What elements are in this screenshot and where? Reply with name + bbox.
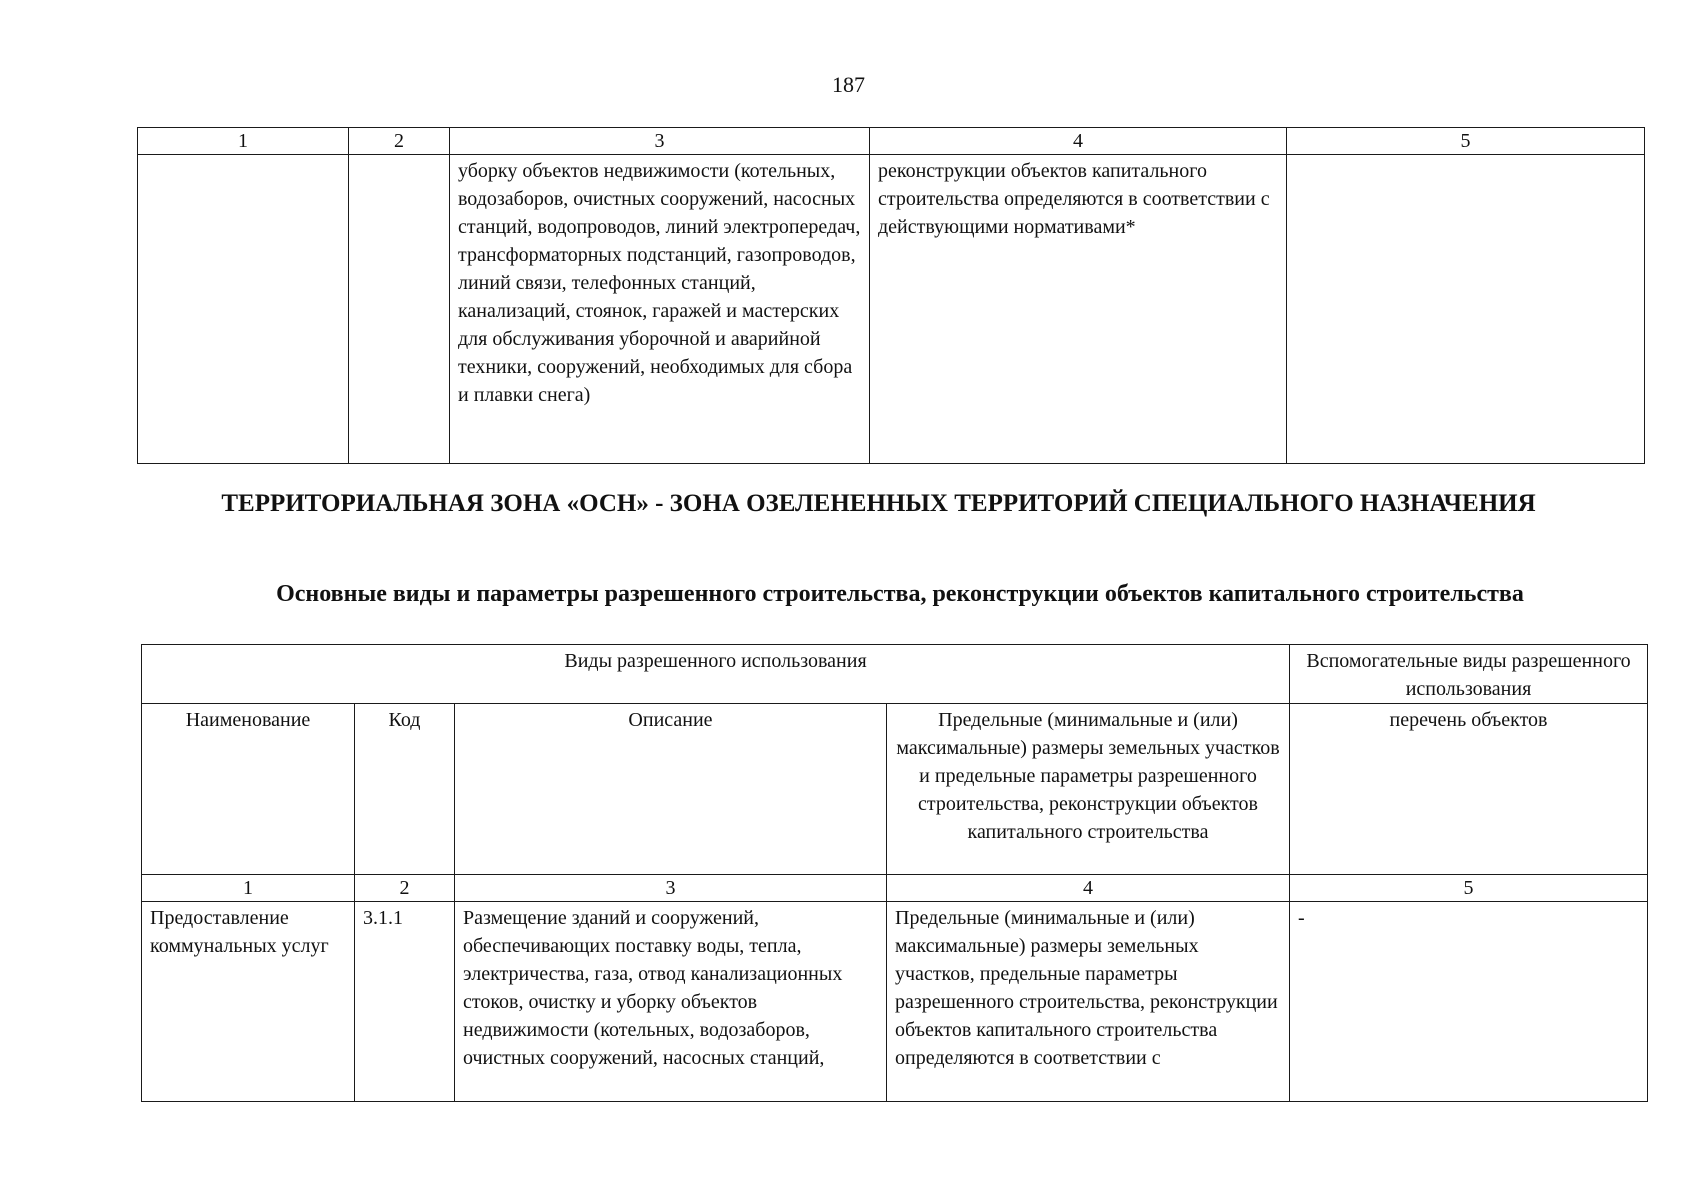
auxiliary-cell	[1287, 155, 1645, 464]
parameters-cell: реконструкции объектов капитального строительства определяются в соответствии с действующими нормативами*	[870, 155, 1287, 464]
column-number: 5	[1290, 875, 1648, 902]
page-number: 187	[832, 72, 865, 97]
column-number: 5	[1287, 128, 1645, 155]
column-header-row	[142, 704, 1648, 875]
description-header: Описание	[455, 704, 887, 875]
column-number: 4	[870, 128, 1287, 155]
table-row	[142, 902, 1648, 1102]
code-header: Код	[355, 704, 455, 875]
column-number: 2	[355, 875, 455, 902]
parameters-cell: Предельные (минимальные и (или) максимальные) размеры земельных участков, предельные параметры разрешенного строительства, реконструкции объектов капитального строительства определяются в соответствии с	[887, 902, 1290, 1102]
auxiliary-uses-header: Вспомогательные виды разрешенного использования	[1290, 645, 1648, 704]
column-number: 2	[349, 128, 450, 155]
code-cell	[349, 155, 450, 464]
column-number: 3	[455, 875, 887, 902]
description-cell: Размещение зданий и сооружений, обеспечивающих поставку воды, тепла, электричества, газа, отвод канализационных стоков, очистку и уборку объектов недвижимости (котельных, водозаборов, очистных сооружений, насосных станций,	[455, 902, 887, 1102]
column-number: 1	[142, 875, 355, 902]
column-number: 1	[138, 128, 349, 155]
column-number: 3	[450, 128, 870, 155]
objects-list-header: перечень объектов	[1290, 704, 1648, 875]
code-cell: 3.1.1	[355, 902, 455, 1102]
name-header: Наименование	[142, 704, 355, 875]
description-cell: уборку объектов недвижимости (котельных, водозаборов, очистных сооружений, насосных станций, водопроводов, линий электропередач, трансформаторных подстанций, газопроводов, линий связи, телефонных станций, канализаций, стоянок, гаражей и мастерских для обслуживания уборочной и аварийной техники, сооружений, необходимых для сбора и плавки снега)	[450, 155, 870, 464]
permitted-uses-header: Виды разрешенного использования	[142, 645, 1290, 704]
permitted-uses-table	[141, 644, 1648, 1102]
parameters-header: Предельные (минимальные и (или) максимальные) размеры земельных участков и предельные параметры разрешенного строительства, реконструкции объектов капитального строительства	[887, 704, 1290, 875]
column-number-row	[142, 875, 1648, 902]
name-cell: Предоставление коммунальных услуг	[142, 902, 355, 1102]
zone-title: ТЕРРИТОРИАЛЬНАЯ ЗОНА «ОСН» - ЗОНА ОЗЕЛЕНЕННЫХ ТЕРРИТОРИЙ СПЕЦИАЛЬНОГО НАЗНАЧЕНИЯ	[221, 490, 1536, 517]
group-header-row	[142, 645, 1648, 704]
column-number-row	[138, 128, 1645, 155]
table-row	[138, 155, 1645, 464]
continued-table	[137, 127, 1645, 464]
section-title: Основные виды и параметры разрешенного строительства, реконструкции объектов капитального строительства	[276, 581, 1524, 607]
auxiliary-cell: -	[1290, 902, 1648, 1102]
column-number: 4	[887, 875, 1290, 902]
name-cell	[138, 155, 349, 464]
